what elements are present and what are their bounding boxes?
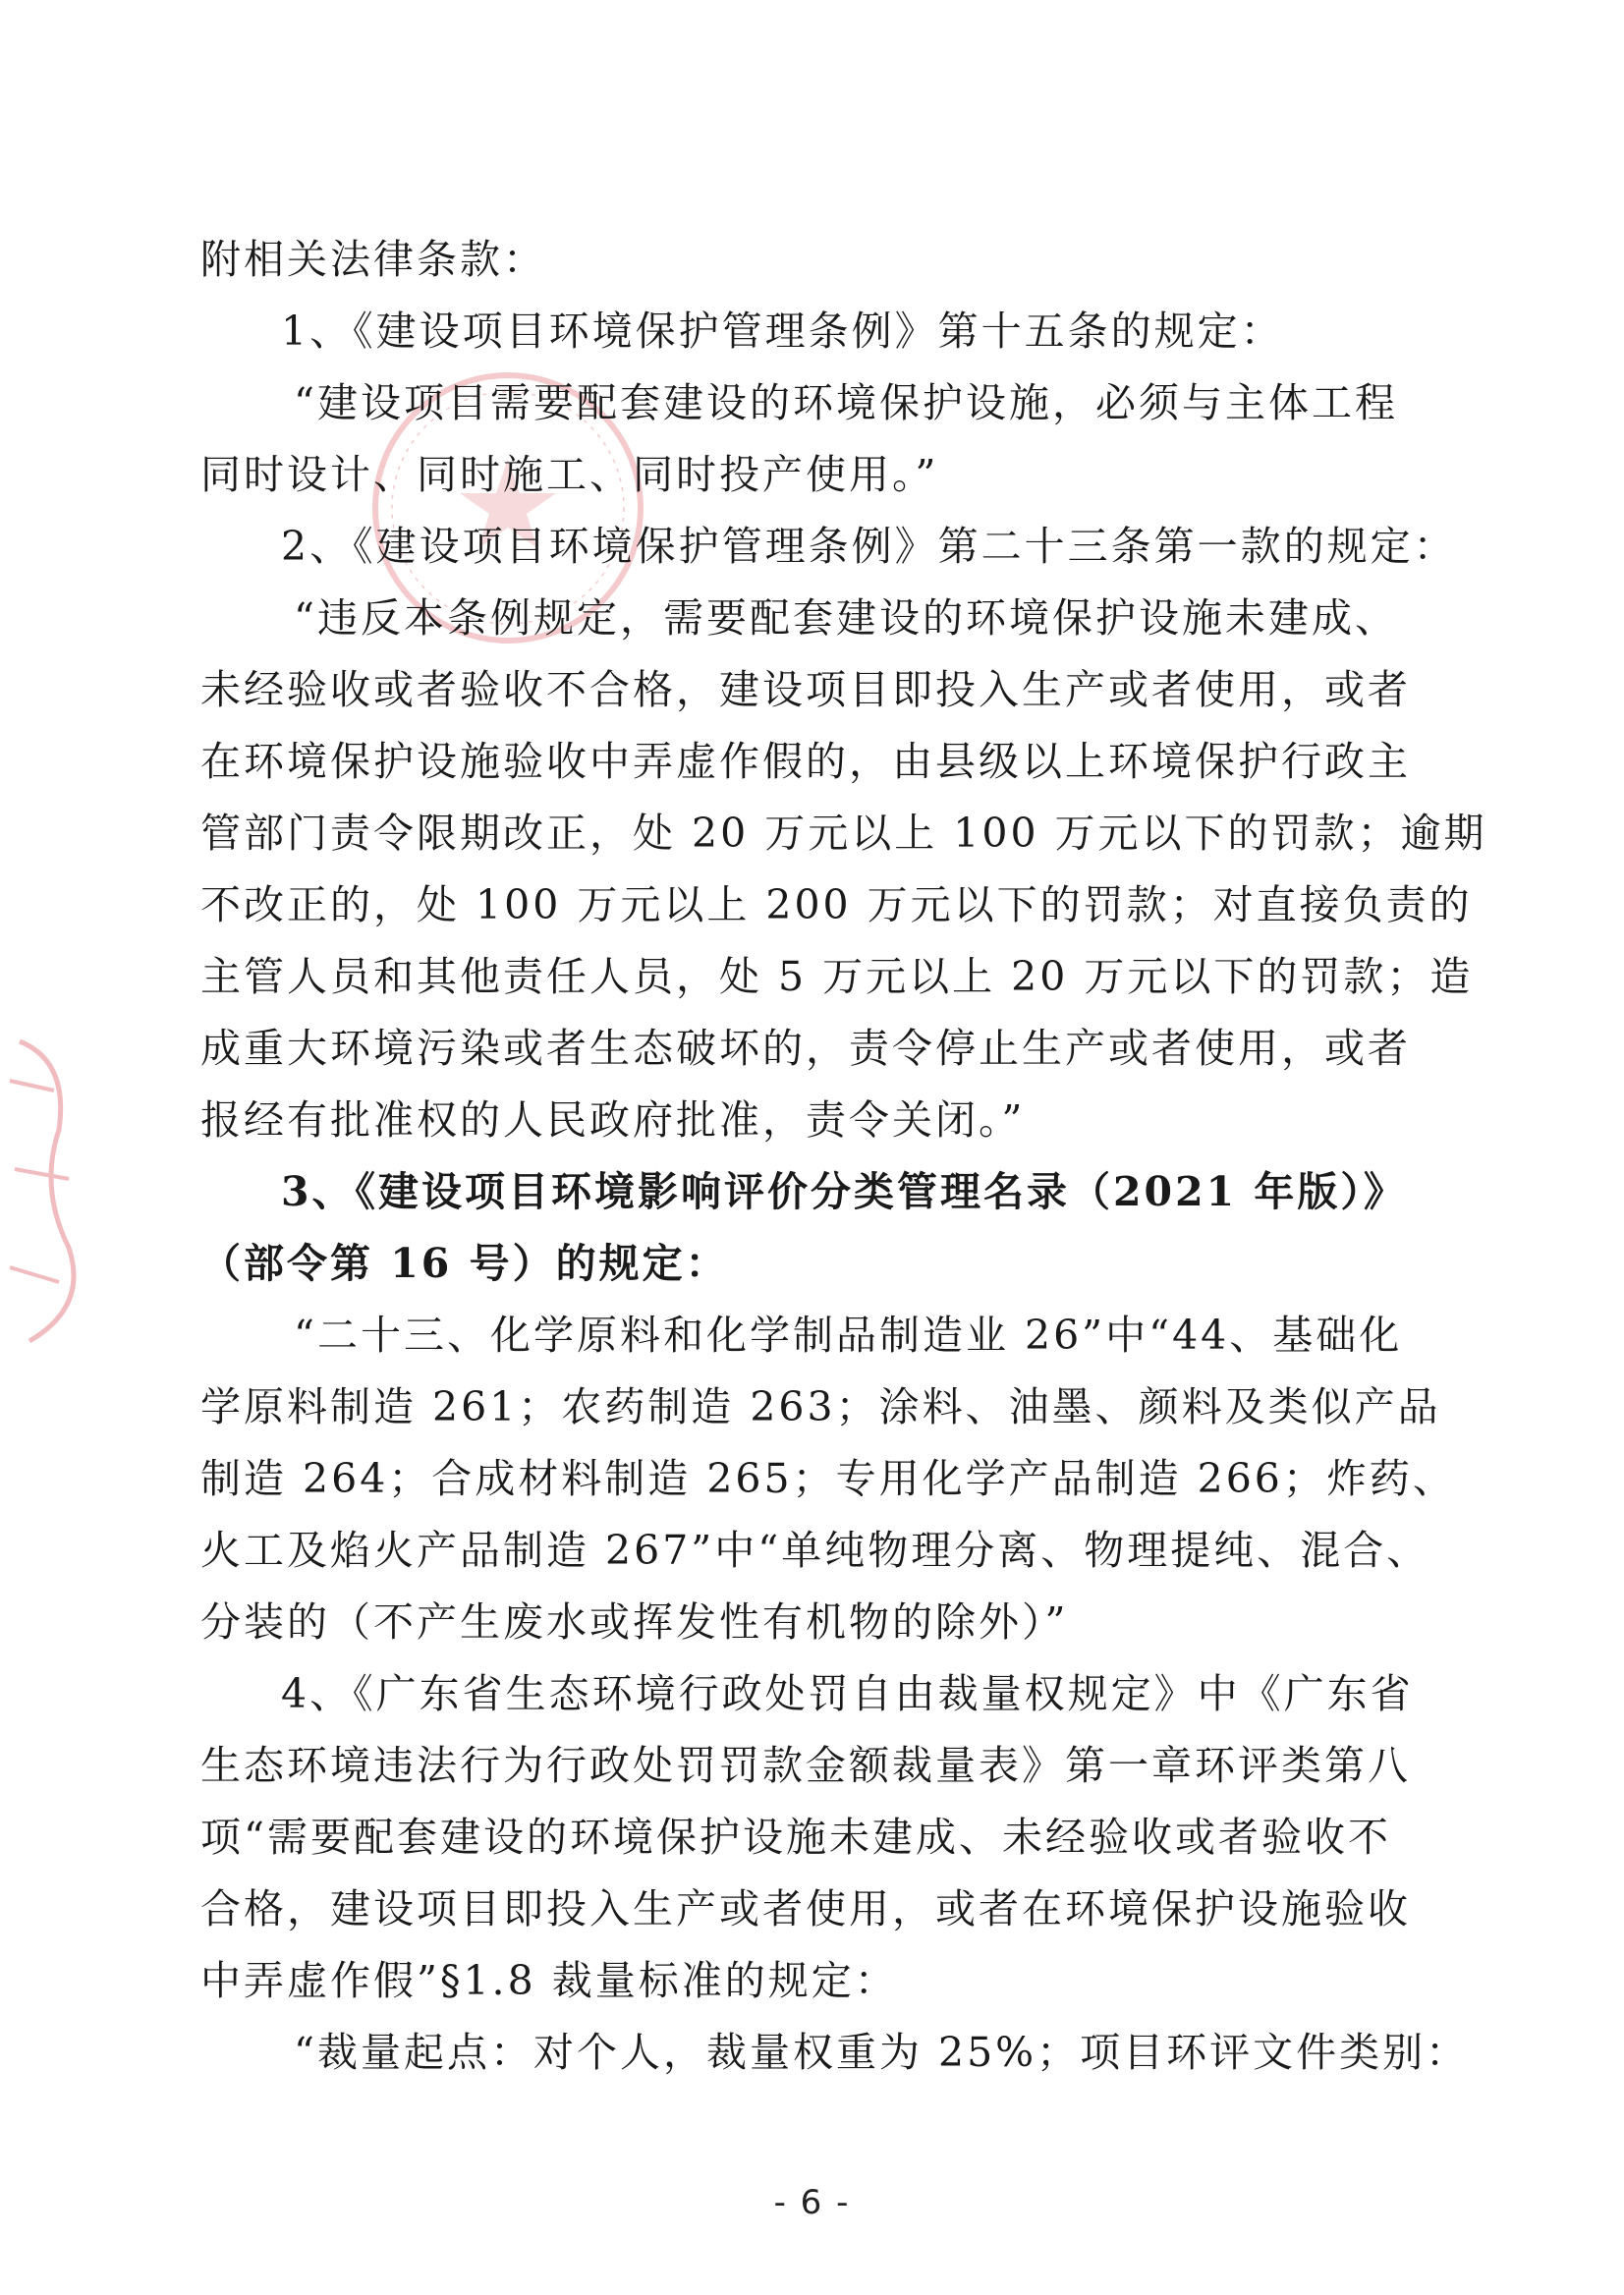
- clause-3-text-line: 制造 264；合成材料制造 265；专用化学产品制造 266；炸药、: [200, 1455, 1456, 1502]
- clause-2-text-line: 不改正的，处 100 万元以上 200 万元以下的罚款；对直接负责的: [200, 881, 1473, 928]
- page-number: - 6 -: [773, 2183, 851, 2222]
- clause-4-heading: 4、《广东省生态环境行政处罚自由裁量权规定》中《广东省: [281, 1670, 1414, 1717]
- clause-2-text-line: 成重大环境污染或者生态破坏的，责令停止生产或者使用，或者: [200, 1025, 1411, 1072]
- clause-3-heading: 3、《建设项目环境影响评价分类管理名录（2021 年版）》: [281, 1168, 1407, 1215]
- clause-4-text-line: “裁量起点：对个人，裁量权重为 25%；项目环评文件类别：: [294, 2029, 1470, 2076]
- clause-2-text-line: “违反本条例规定，需要配套建设的环境保护设施未建成、: [294, 594, 1398, 642]
- clause-3-heading-cont: （部令第 16 号）的规定：: [200, 1240, 729, 1287]
- clause-4-text-line: 项“需要配套建设的环境保护设施未建成、未经验收或者验收不: [200, 1814, 1391, 1861]
- clause-4-text-line: 合格，建设项目即投入生产或者使用，或者在环境保护设施验收: [200, 1885, 1411, 1932]
- clause-2-text-line: 报经有批准权的人民政府批准，责令关闭。”: [200, 1096, 1026, 1144]
- clause-3-text-line: 学原料制造 261；农药制造 263；涂料、油墨、颜料及类似产品: [200, 1383, 1441, 1430]
- clause-3-text-line: 分装的（不产生废水或挥发性有机物的除外）”: [200, 1598, 1069, 1646]
- clause-3-text-line: 火工及焰火产品制造 267”中“单纯物理分离、物理提纯、混合、: [200, 1527, 1430, 1574]
- clause-1-text-line: 同时设计、同时施工、同时投产使用。”: [200, 451, 939, 498]
- intro-line: 附相关法律条款：: [200, 236, 546, 283]
- clause-2-text-line: 主管人员和其他责任人员，处 5 万元以上 20 万元以下的罚款；造: [200, 953, 1474, 1000]
- clause-2-heading: 2、《建设项目环境保护管理条例》第二十三条第一款的规定：: [281, 523, 1457, 570]
- clause-2-text-line: 管部门责令限期改正，处 20 万元以上 100 万元以下的罚款；逾期: [200, 810, 1487, 857]
- clause-4-text-line: 中弄虚作假”§1.8 裁量标准的规定：: [200, 1957, 898, 2004]
- clause-2-text-line: 未经验收或者验收不合格，建设项目即投入生产或者使用，或者: [200, 666, 1411, 713]
- clause-3-text-line: “二十三、化学原料和化学制品制造业 26”中“44、基础化: [294, 1312, 1403, 1359]
- seal-edge-mark: [0, 1022, 108, 1356]
- clause-1-text-line: “建设项目需要配套建设的环境保护设施，必须与主体工程: [294, 379, 1398, 426]
- document-body: [200, 224, 1487, 2089]
- clause-4-text-line: 生态环境违法行为行政处罚罚款金额裁量表》第一章环评类第八: [200, 1742, 1411, 1789]
- clause-2-text-line: 在环境保护设施验收中弄虚作假的，由县级以上环境保护行政主: [200, 738, 1411, 785]
- clause-1-heading: 1、《建设项目环境保护管理条例》第十五条的规定：: [281, 308, 1284, 355]
